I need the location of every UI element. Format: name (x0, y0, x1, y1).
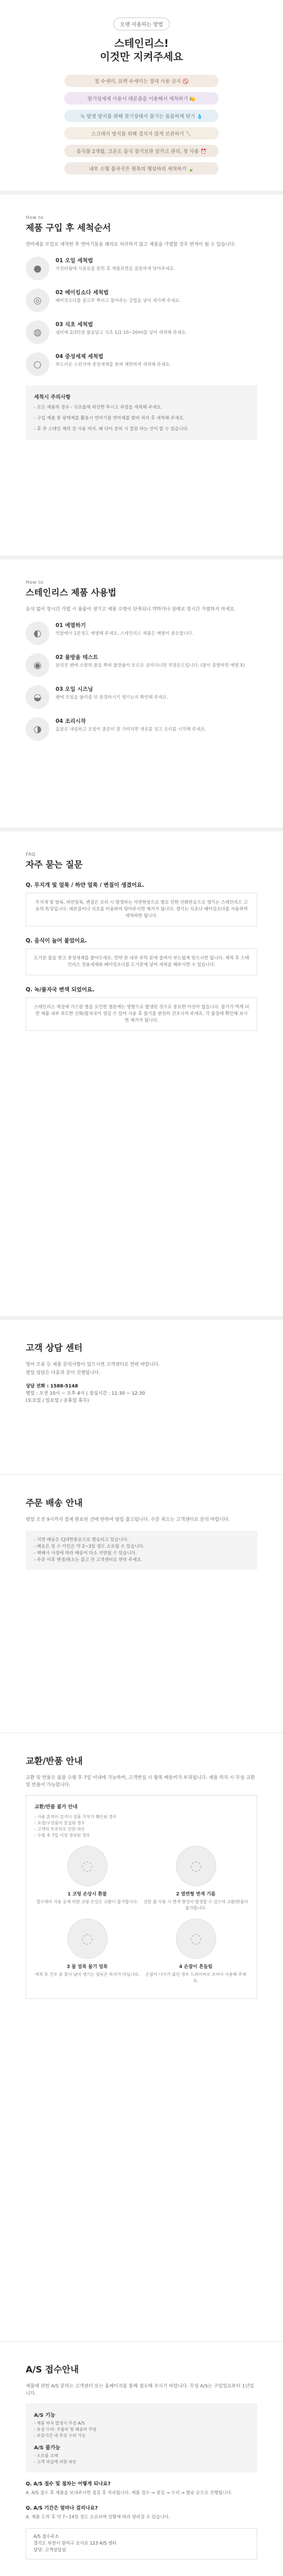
delivery-section (0, 1475, 283, 1733)
faq-question: Q. 녹/물자국 변색 되었어요. (26, 987, 95, 993)
as-box-text: - 제품 하자 발생시 무상 A/S - 유상 수리: 부품비 및 배송비 부담 - 보증기간 내 무상 수리 가능 (34, 2421, 97, 2438)
step-item (26, 621, 257, 645)
section-title: 스테인리스 제품 사용법 (26, 588, 117, 598)
step-item (26, 289, 257, 312)
as-address-box: A/S 접수주소 경기도 부천시 원미구 소사로 123 A/S 센터 담당: 고객상담실 (26, 2528, 257, 2560)
faq-section (0, 832, 283, 1316)
exchange-section (0, 1733, 283, 2341)
grid-desc: 철수세미 사용 등에 의한 코팅 손상은 교환이 불가합니다. (36, 1900, 138, 1904)
step-item (26, 653, 257, 677)
section-title: 제품 구입 후 세척순서 (26, 223, 111, 233)
as-section (0, 2342, 283, 2576)
tip-pill-1: 철 수세미, 표백 수세미는 절대 사용 금지 🚫 (64, 75, 219, 87)
section-divider (0, 555, 283, 560)
cs-section (0, 1320, 283, 1475)
usage-section (0, 560, 283, 827)
step-desc: 팬에 오일을 둘러줍 뒤 중경하시기 생기는지 확인해 주세요. (56, 695, 168, 700)
section-title: A/S 접수안내 (26, 2365, 79, 2375)
caution-text: - 구입 제품 중 광택제를 활용시 연마기물 연마제를 발라 처리 후 세척해 주세요. (34, 416, 185, 421)
caution-text: - 후 추 스테인 제의 전 사용 여지. 폐 다이 분히 시 깔끔 하는 선이 할 수 있습니다. (34, 427, 189, 432)
step-desc: 베이킹소다를 골고루 뿌리고 물어주는 강법을 넣어 세가께 주세요. (56, 298, 181, 303)
section-title: 고객 상담 센터 (26, 1343, 83, 1353)
section-divider (0, 191, 283, 195)
exchange-grid-item (143, 1919, 249, 1984)
oil-icon: ● (26, 257, 49, 280)
section-desc: 제품에 관한 A/S 문의는 고객센터 또는 홈페이지를 통해 접수해 주시기 바랍니다. 무상 A/S는 구입일로부터 1년입니다. (26, 2384, 254, 2396)
pan-icon: ◐ (26, 621, 49, 645)
hero-title-line2: 이것만 지켜주세요 (100, 50, 183, 63)
hero-section (0, 0, 283, 191)
faq-answer: 스테인리스 재질에 가스판 열을 오인한 철분에는 영향으로 발생된 것으로 중요한 이상이 없습니다. 물기가 먹게 되면 제품 내부 과도한 산화/물자국이 생길 수 있어 사용 후 물기를 완전히 건조시켜 주세요. 각 물질에 확인해 보시면 제거가 됩니다. (26, 997, 257, 1031)
tip-pill-6: 내부 소형 물자국은 원목의 행설하의 세척하기 🍃 (64, 162, 219, 175)
faq-answer: 무지개 빛 얼룩, 하연얼룩, 변질은 조리 시 발생하는 자연현상으로 열로 인한 산화반응으로 생기는 스테인리스 고유의 특징입니다. 레몬즙이나 식초를 이용하여 닦아주시면 제거가 됩니다. 생기는 식초나 베이킹소다를 사용하여 세척하면 됩니다. (26, 893, 257, 926)
baking-soda-icon: ◎ (26, 289, 49, 312)
as-question: Q. A/S 기간은 얼마나 걸리나요? (26, 2505, 98, 2511)
step-title: 03 오일 시즈닝 (56, 686, 93, 692)
as-answer: A. A/S 접수 후 제품을 보내주시면 점검 후 처리됩니다. 제품 접수 → 점검 → 수리 → 발송 순으로 진행됩니다. (26, 2490, 233, 2496)
tip-pill-4: 스크래치 방지를 위해 겹치지 않게 보관하기 🥄 (64, 127, 219, 140)
step-desc: 약불에서 1분정도 예열해 주세요. 스테인리스 제품은 예열이 중요합니다. (56, 631, 193, 636)
section-divider (0, 1316, 283, 1320)
hero-title (0, 37, 283, 63)
tip-pill-3: 녹 발생 방지를 위해 젖기상태서 물기는 꼼꼼하게 닦기 💧 (64, 110, 219, 122)
step-title: 01 오일 세척법 (56, 258, 93, 264)
faq-question: Q. 음식이 눌어 붙었어요. (26, 938, 87, 944)
section-desc: 영어 오류 등 제품 문의사항이 있으시면 고객센터로 연락 바랍니다. (26, 1362, 160, 1367)
section-desc: 교환 및 반품은 물품 수령 후 7일 이내에 가능하며, 고객변심 시 왕복 배송비가 부과됩니다. 제품 하자 시 무상 교환 및 반품이 가능합니다. (26, 1775, 255, 1788)
as-box-heading: A/S 기능 (34, 2413, 56, 2418)
exchange-grid-item (143, 1846, 249, 1911)
grid-desc: 세척 후 건조 중 물이 남아 생기는 얼룩은 하자가 아닙니다. (34, 1972, 140, 1977)
coating-damage-photo: ◌ (67, 1846, 108, 1886)
grid-title: 3 물 얼룩 물기 얼룩 (66, 1964, 108, 1970)
exchange-grid (34, 1846, 249, 1991)
as-info-box (26, 2403, 257, 2472)
caution-box (26, 385, 257, 440)
water-stain-photo: ◌ (67, 1919, 108, 1959)
grid-title: 2 열변형 변색 기름 (176, 1892, 216, 1897)
hero-title-line1: 스테인리스! (114, 37, 169, 49)
caution-text: - 모든 제품의 경우 - 식초를에 외진한 뚜시고 과정을 세척해 주세요. (34, 405, 163, 410)
step-item (26, 685, 257, 709)
as-qa (26, 2480, 257, 2497)
exchange-grid-item (34, 1846, 140, 1911)
tip-pill-5: 음식물 2개월, 고온도 음식 장기보관 삼가고 관리, 첫 사용 ⏰ (64, 145, 219, 157)
cs-info (26, 1383, 257, 1404)
step-item (26, 352, 257, 376)
water-drop-icon: ◉ (26, 653, 49, 677)
handle-photo: ◌ (176, 1919, 216, 1959)
grid-desc: 손잡이 나사가 풀린 경우 드라이버로 조여서 사용해 주세요. (145, 1972, 246, 1983)
step-desc: 흡불로 내림하고 오일이 충분히 잘 가려지면 재료를 넣고 조리를 시작해 주세요. (56, 727, 206, 732)
exchange-grid-item (34, 1919, 140, 1984)
cooking-icon: ◑ (26, 717, 49, 741)
cs-hours: 평일 : 오전 10시 ~ 오후 4시 | 점심시간 : 11:30 ~ 12:30 (26, 1391, 145, 1396)
hero-badge: 오랫 사용하는 방법 (113, 18, 170, 30)
exchange-restriction-title: 교환/반품 불가 안내 (34, 1804, 78, 1810)
step-desc: 냄비에 2/3만큼 물을담고 식초 1/2 10~20ml를 넣어 세척해 주세요. (56, 330, 187, 335)
section-title: 자주 묻는 질문 (26, 860, 83, 870)
detergent-icon: ○ (26, 352, 49, 376)
heat-discolor-photo: ◌ (176, 1846, 216, 1886)
step-title: 04 조리시작 (56, 718, 86, 724)
step-title: 01 예열하기 (56, 622, 86, 629)
step-title: 03 식초 세척법 (56, 321, 93, 328)
as-box-heading: A/S 불가능 (34, 2445, 61, 2451)
delivery-notice: - 지연 배송은 CJ대한통운으로 발송되고 있습니다. - 배송은 일 수 이인은 약 2~3일 정도 소요될 수 있습니다. - 택배사 사정에 따라 배송이 다소 지연될 수 있습니다. - 주문 이후 변경/취소는 출고 전 고객센터로 연락 주세요. (26, 1531, 257, 1570)
grid-title: 4 손잡이 흔들림 (179, 1964, 213, 1970)
section-desc: 음식 없이 장시간 가열 시 불꽃이 생기고 제품 수명이 단축되니 약하거나 상태로 장시간 가열하지 마세요. (26, 607, 236, 612)
tip-pill-2: 염기성세제 사용시 레몬즙을 이용해서 세척하기 🍋 (64, 92, 219, 105)
section-title: 주문 배송 안내 (26, 1498, 83, 1509)
step-title: 04 중성세제 세척법 (56, 353, 103, 360)
step-title: 02 베이킹소다 세척법 (56, 290, 109, 296)
as-box-text: - 소모품 교체 - 고객 과실에 의한 파손 (34, 2453, 77, 2464)
exchange-restriction-list: - 사용 흔적이 있거나 상품 가치가 훼손된 경우 - 포장/구성품이 분실된 경우 - 고객의 부주의로 인한 파손 - 수령 후 7일 이상 경과된 경우 (34, 1815, 117, 1838)
section-desc: 평일 오전 9시까지 결제 완료된 건에 한하여 당일 출고됩니다. 주문 취소는 고객센터로 문의 바랍니다. (26, 1517, 230, 1522)
faq-question: Q. 무지개 빛 얼룩 / 하얀 얼룩 / 변질이 생겼어요. (26, 882, 144, 888)
step-desc: 달궈진 팬에 소량의 물을 뿌려 물방울이 또르르 굴러다니면 적정온도입니다. (물이 증발하면 예열 X) (56, 663, 245, 668)
section-desc: 연마제를 모일로 세척한 후 연마기물을 꽤의로 처리하지 않고 제품을 가열할 경우 변색이 될 수 있습니다. (26, 242, 236, 247)
cs-hours-note: (토요일 / 일요일 / 공휴일 휴무) (26, 1398, 90, 1403)
as-question: Q. A/S 접수 및 절차는 어떻게 되나요? (26, 2481, 111, 2487)
step-item (26, 320, 257, 344)
section-label: How to (26, 580, 44, 585)
as-answer: A. 제품 도착 후 약 7~14일 정도 소요되며 상황에 따라 달라질 수 있습니다. (26, 2515, 170, 2520)
step-title: 02 물방울 테스트 (56, 654, 98, 660)
cs-phone: 상담 전화 : 1588-5148 (26, 1384, 78, 1389)
grid-desc: 강한 불 사용 시 변색 현상이 발생할 수 있으며 교환/반품이 불가합니다. (143, 1900, 249, 1910)
vinegar-icon: ◍ (26, 320, 49, 344)
exchange-restriction-box (26, 1795, 257, 1999)
oil-bottle-icon: ◒ (26, 685, 49, 709)
step-desc: 키친타월에 식용유를 묻힌 후 제품표면을 꼼꼼하게 닦아주세요. (56, 266, 175, 272)
section-desc: 평일 상담은 다음과 같이 진행됩니다. (26, 1370, 100, 1376)
section-label: FAQ (26, 852, 36, 857)
grid-title: 1 코팅 손상시 환불 (67, 1892, 107, 1897)
step-item (26, 717, 257, 741)
section-title: 교환/반품 안내 (26, 1756, 83, 1767)
section-label: How to (26, 215, 44, 221)
as-qa (26, 2504, 257, 2521)
cleaning-order-section (0, 195, 283, 555)
faq-answer: 도기분 물을 받고 중성세제를 풀어두세요. 만약 폰 내부 주의 분에 불려서 부드럽게 닦으시면 됩니다. 세척 후 스테인리스 전용세제와 베이킹소다를 도기분에 넣어 세척을 해주시면 수 있습니다. (26, 948, 257, 975)
step-item (26, 257, 257, 280)
step-desc: 부드러운 스펀지에 중성세제를 묻혀 제한하게 세척해 주세요. (56, 362, 171, 367)
section-divider (0, 827, 283, 832)
caution-title: 세척시 주의사항 (34, 395, 71, 400)
